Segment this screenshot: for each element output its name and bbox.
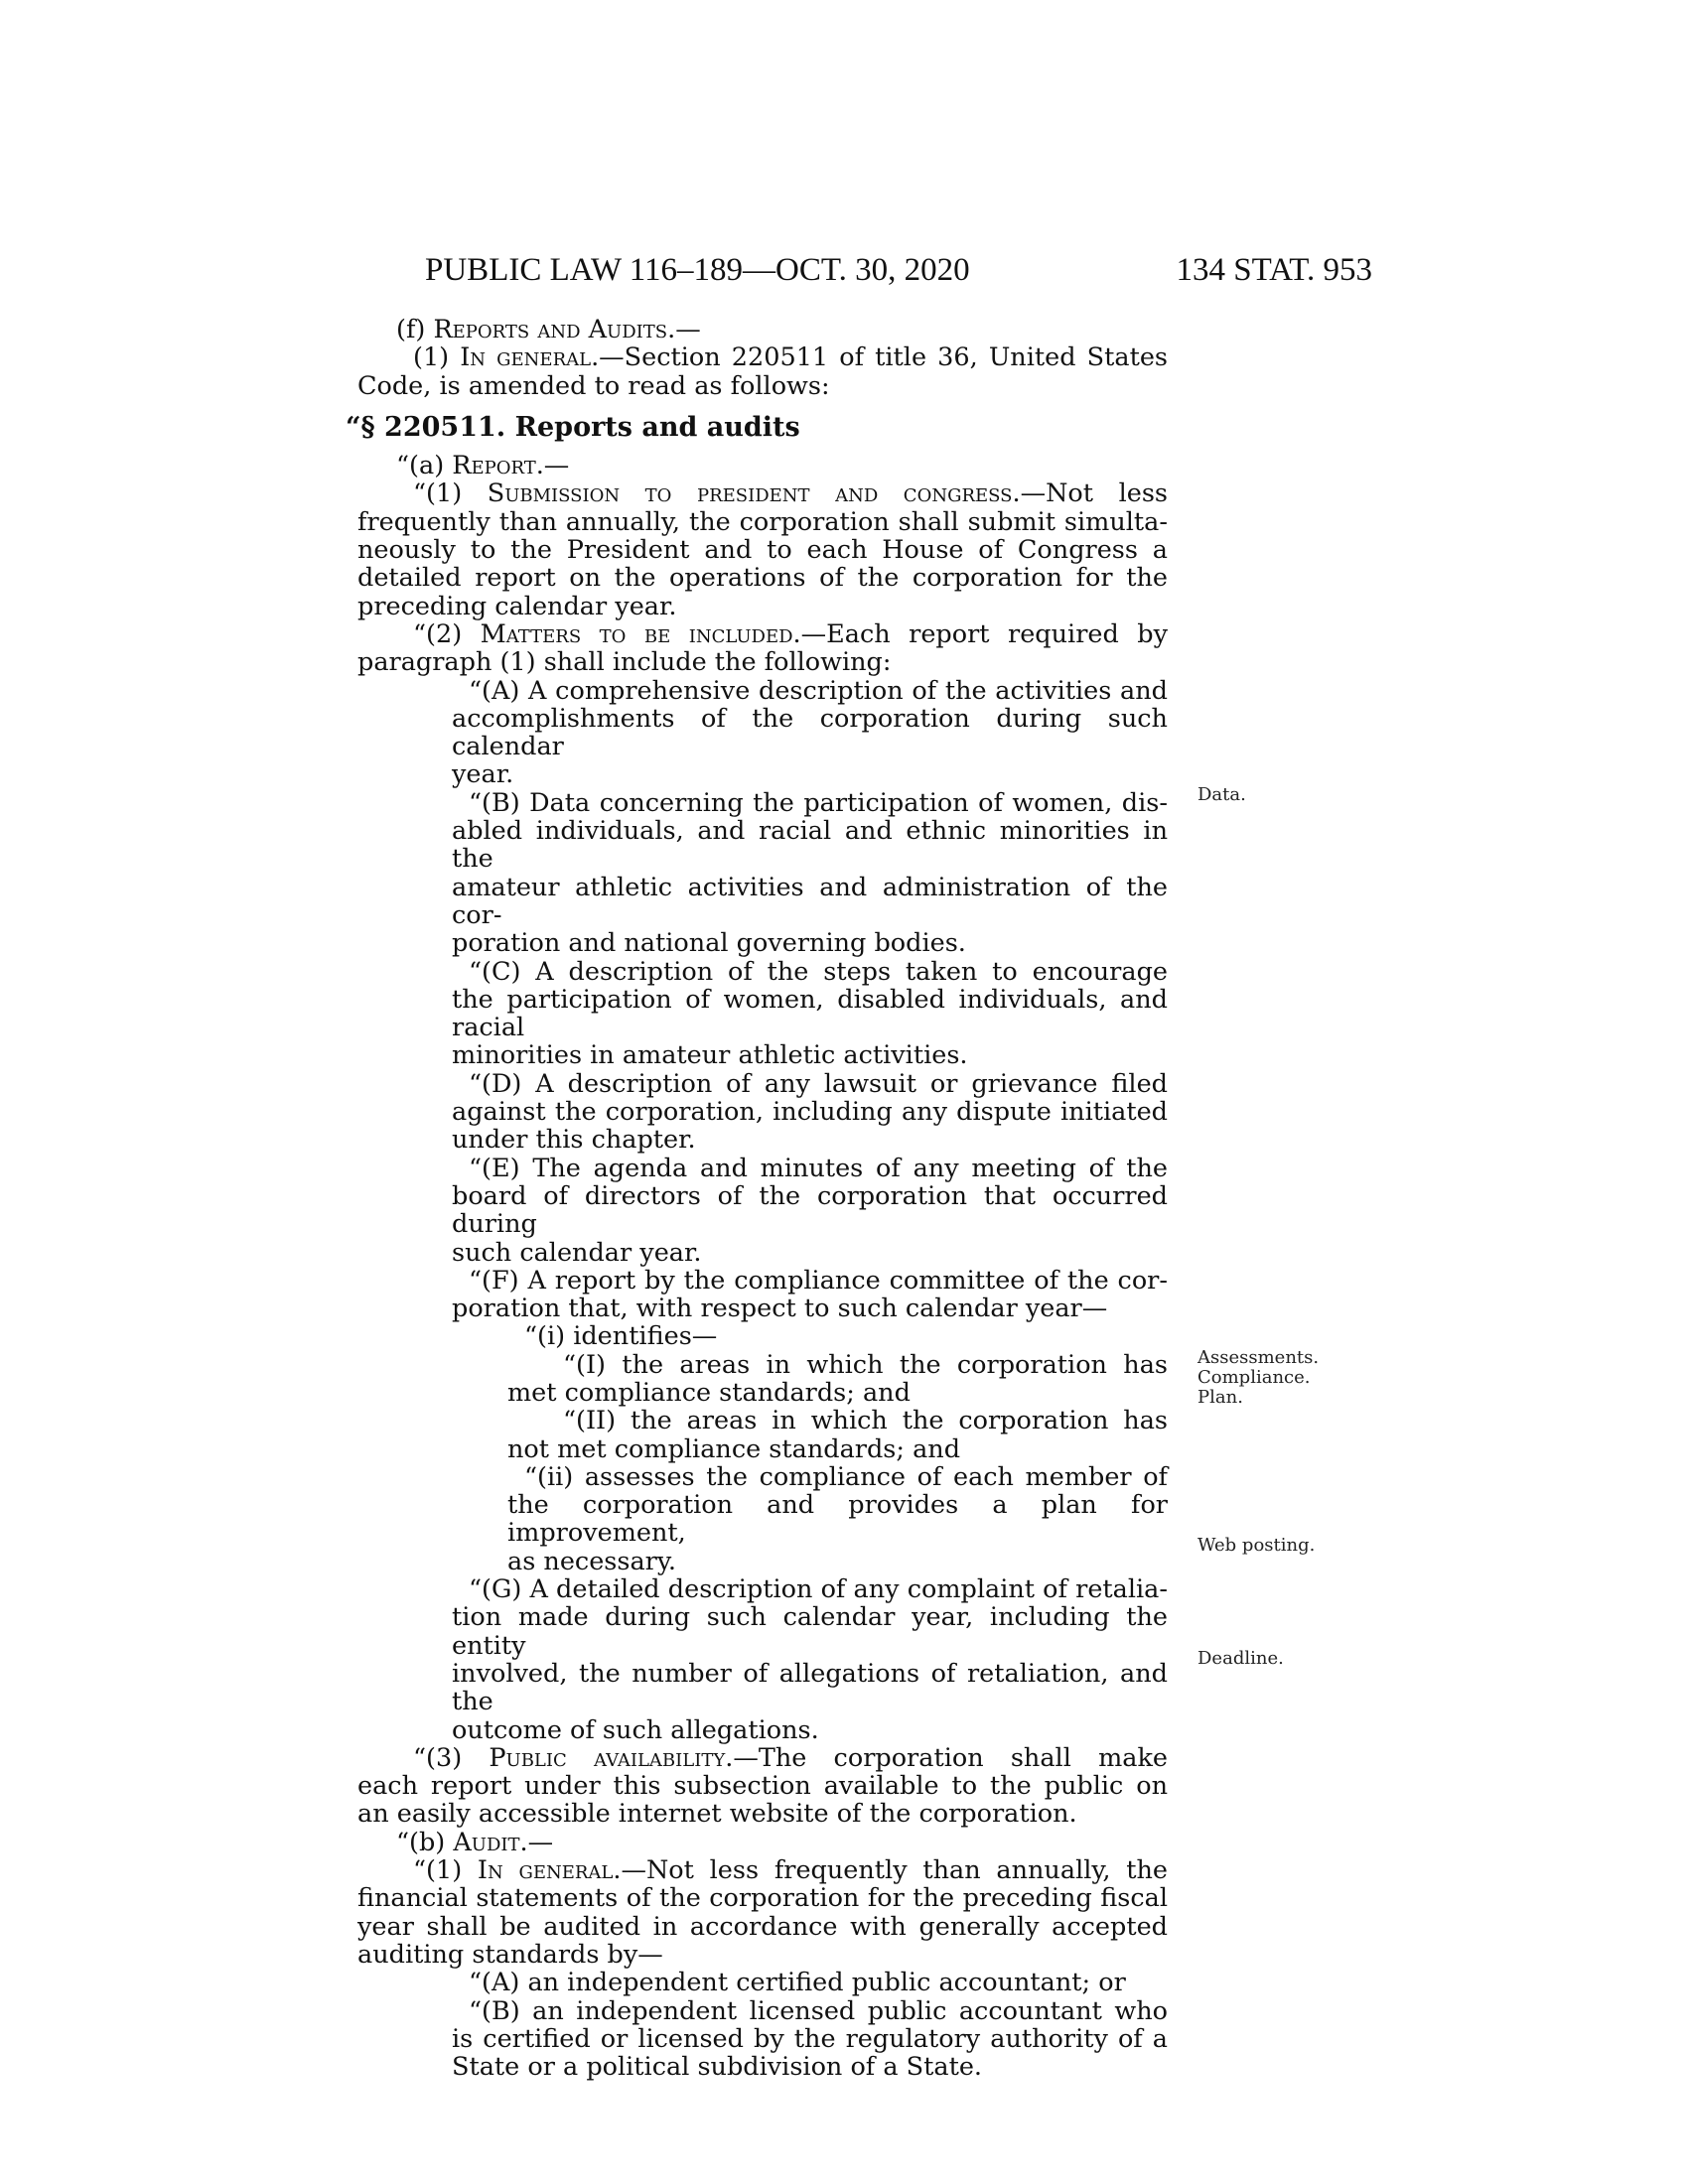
- paragraph-a3-line: each report under this subsection available to the public on: [357, 1771, 1168, 1802]
- paragraph-a3-line: “(3) Public availability.—The corporation shall make: [413, 1742, 1169, 1773]
- subclause-I-line: met compliance standards; and: [507, 1377, 911, 1408]
- paragraph-b1-line: year shall be audited in accordance with generally accepted: [357, 1911, 1168, 1942]
- item-B-line: amateur athletic activities and administration of the cor-: [452, 872, 1168, 930]
- paragraph-b1-line: financial statements of the corporation for the preceding fiscal: [357, 1883, 1168, 1914]
- margin-note-data: Data.: [1197, 784, 1246, 805]
- item-G-line: “(G) A detailed description of any complaint of retalia-: [469, 1574, 1168, 1605]
- paragraph-a1-line: neously to the President and to each House of Congress a: [357, 535, 1168, 566]
- item-C-line: minorities in amateur athletic activities.: [452, 1040, 968, 1071]
- item-A-line: year.: [452, 759, 514, 790]
- item-B-line: poration and national governing bodies.: [452, 928, 966, 959]
- paragraph-f1-line: (1) In general.—Section 220511 of title 36, United States: [413, 342, 1168, 373]
- item-A-line: accomplishments of the corporation during such calendar: [452, 703, 1168, 762]
- item-D-line: against the corporation, including any dispute initiated: [452, 1097, 1168, 1128]
- item-A-line: “(A) A comprehensive description of the activities and: [469, 675, 1168, 706]
- header-public-law: PUBLIC LAW 116–189—OCT. 30, 2020: [425, 252, 970, 288]
- margin-note-assessments: Assessments.: [1197, 1347, 1320, 1368]
- subsection-b-heading: “(b) Audit.—: [396, 1827, 554, 1857]
- item-b-B-line: is certified or licensed by the regulatory authority of a: [452, 2023, 1168, 2054]
- item-E-line: “(E) The agenda and minutes of any meeting of the: [469, 1153, 1168, 1183]
- paragraph-b1-line: auditing standards by—: [357, 1939, 663, 1970]
- margin-note-compliance: Compliance.: [1197, 1367, 1311, 1388]
- clause-i-line: “(i) identifies—: [524, 1321, 718, 1352]
- paragraph-a1-line: preceding calendar year.: [357, 591, 677, 621]
- paragraph-a1-line: “(1) Submission to president and congress.—Not less: [413, 478, 1169, 509]
- item-G-line: tion made during such calendar year, including the entity: [452, 1602, 1168, 1661]
- item-B-line: abled individuals, and racial and ethnic minorities in the: [452, 816, 1168, 875]
- subclause-II-line: “(II) the areas in which the corporation has: [563, 1406, 1168, 1436]
- clause-ii-line: as necessary.: [507, 1546, 676, 1576]
- item-b-B-line: State or a political subdivision of a State.: [452, 2052, 983, 2083]
- item-b-A-line: “(A) an independent certified public accountant; or: [469, 1968, 1126, 1998]
- header-statute-page: 134 STAT. 953: [1176, 252, 1372, 288]
- item-E-line: such calendar year.: [452, 1237, 702, 1268]
- paragraph-a2-line: paragraph (1) shall include the following:: [357, 647, 892, 678]
- paragraph-a1-line: frequently than annually, the corporation shall submit simulta-: [357, 506, 1168, 537]
- paragraph-a1-line: detailed report on the operations of the corporation for the: [357, 563, 1168, 594]
- item-G-line: outcome of such allegations.: [452, 1714, 819, 1745]
- paragraph-a2-line: “(2) Matters to be included.—Each report required by: [413, 618, 1169, 649]
- item-b-B-line: “(B) an independent licensed public accountant who: [469, 1995, 1168, 2026]
- paragraph-f1-line: Code, is amended to read as follows:: [357, 370, 830, 401]
- item-B-line: “(B) Data concerning the participation of women, dis-: [469, 787, 1168, 818]
- margin-note-plan: Plan.: [1197, 1387, 1243, 1408]
- clause-ii-line: “(ii) assesses the compliance of each member of: [524, 1461, 1168, 1492]
- item-D-line: “(D) A description of any lawsuit or grievance filed: [469, 1068, 1168, 1099]
- item-C-line: the participation of women, disabled individuals, and racial: [452, 984, 1168, 1043]
- subsection-f-heading: (f) Reports and Audits.—: [396, 315, 701, 344]
- subclause-II-line: not met compliance standards; and: [507, 1433, 961, 1464]
- item-E-line: board of directors of the corporation that occurred during: [452, 1180, 1168, 1240]
- item-C-line: “(C) A description of the steps taken to encourage: [469, 956, 1168, 987]
- document-body: [346, 315, 1169, 2083]
- item-D-line: under this chapter.: [452, 1125, 696, 1156]
- item-G-line: involved, the number of allegations of retaliation, and the: [452, 1658, 1168, 1717]
- paragraph-a3-line: an easily accessible internet website of the corporation.: [357, 1799, 1077, 1830]
- subclause-I-line: “(I) the areas in which the corporation has: [563, 1349, 1168, 1380]
- running-header: [425, 250, 1372, 290]
- clause-ii-line: the corporation and provides a plan for improvement,: [507, 1490, 1168, 1549]
- item-F-line: poration that, with respect to such calendar year—: [452, 1294, 1108, 1324]
- paragraph-b1-line: “(1) In general.—Not less frequently than annually, the: [413, 1855, 1169, 1886]
- item-F-line: “(F) A report by the compliance committee of the cor-: [469, 1265, 1168, 1296]
- section-heading: “§ 220511. Reports and audits: [346, 411, 800, 443]
- margin-note-deadline: Deadline.: [1197, 1648, 1284, 1669]
- subsection-a-heading: “(a) Report.—: [396, 451, 570, 481]
- margin-note-web-posting: Web posting.: [1197, 1535, 1316, 1556]
